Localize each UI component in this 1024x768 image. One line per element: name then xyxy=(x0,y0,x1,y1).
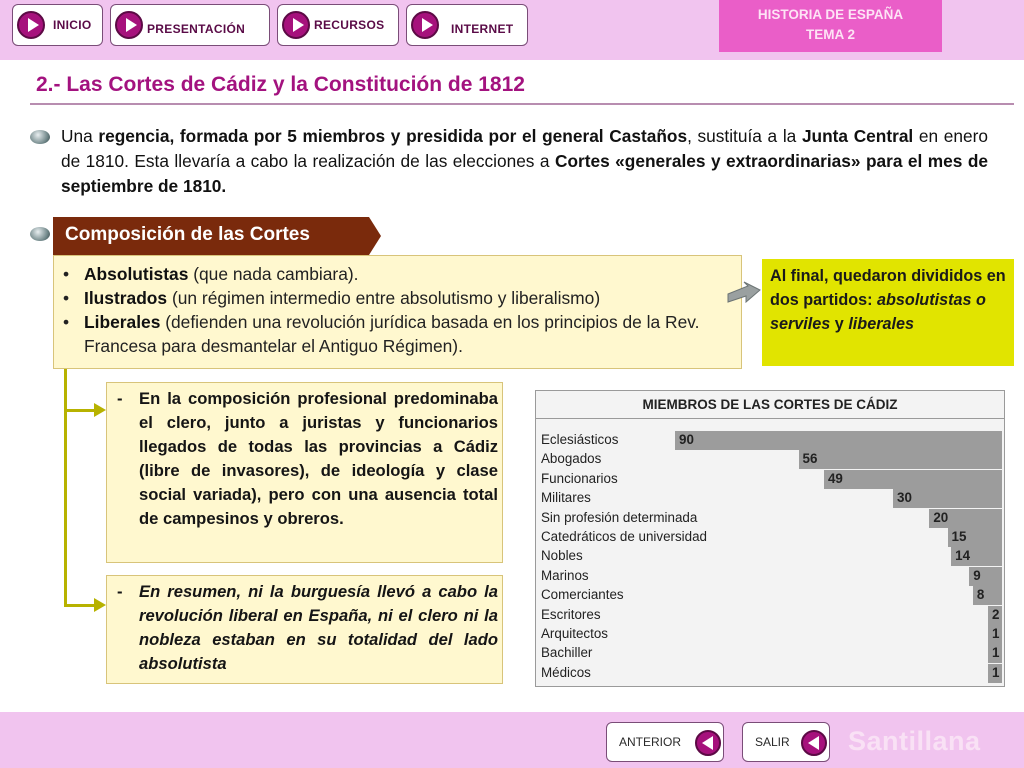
chart-category-label: Catedráticos de universidad xyxy=(541,529,707,544)
professional-composition-text: En la composición profesional predominaba el clero, junto a juristas y funcionarios llegados de todas las provincias a Cádiz (libre de invasores), de ideología y clase social variada), pero con una ausencia total de campesinos y obreros. xyxy=(139,389,498,528)
composition-list-box xyxy=(53,255,742,369)
faction-name: Ilustrados xyxy=(84,288,168,308)
intro-text-3: en enero de 1810. Esta llevaría a cabo la realización de las elecciones a xyxy=(61,126,988,171)
chart-category-label: Eclesiásticos xyxy=(541,432,619,447)
faction-name: Liberales xyxy=(84,312,161,332)
chart-row xyxy=(536,606,1004,625)
chart-row xyxy=(536,664,1004,683)
nav-presentacion-button[interactable] xyxy=(110,4,270,46)
final-note-text-2: y xyxy=(830,315,849,333)
chart-value-label: 30 xyxy=(897,490,912,506)
faction-description: (defienden una revolución jurídica basada en los principios de la Rev. Francesa para desmantelar el Antiguo Régimen). xyxy=(84,312,700,356)
arrow-right-icon xyxy=(94,598,106,612)
back-arrow-icon xyxy=(695,730,721,756)
nav-presentacion-label: PRESENTACIÓN xyxy=(147,22,246,36)
intro-paragraph xyxy=(61,124,988,199)
summary-box xyxy=(106,575,503,684)
chart-category-label: Escritores xyxy=(541,606,601,622)
chart-row xyxy=(536,509,1004,528)
exit-label: SALIR xyxy=(755,735,790,749)
members-chart xyxy=(535,390,1005,687)
intro-text-2: , sustituía a la xyxy=(687,126,802,146)
chart-bar xyxy=(824,470,1002,489)
chart-row xyxy=(536,528,1004,547)
course-header xyxy=(719,0,942,52)
chart-category-label: Abogados xyxy=(541,451,602,467)
play-icon xyxy=(17,11,45,39)
chart-bar xyxy=(675,431,1002,450)
chart-row xyxy=(536,586,1004,605)
dash-marker: - xyxy=(117,582,123,601)
chart-category-label: Médicos xyxy=(541,664,591,680)
intro-bold-2: Junta Central xyxy=(801,126,914,146)
chart-value-label: 8 xyxy=(976,587,985,603)
final-note-italic-1: absolutistas o serviles xyxy=(770,291,986,333)
chart-category-label: Militares xyxy=(541,490,591,506)
nav-internet-button[interactable] xyxy=(406,4,528,46)
play-icon xyxy=(411,11,439,39)
faction-description: (un régimen intermedio entre absolutismo y liberalismo) xyxy=(167,288,601,308)
composition-list xyxy=(54,256,741,358)
chart-row xyxy=(536,567,1004,586)
intro-bold-3: Cortes «generales y extraordinarias» para el mes de septiembre de 1810. xyxy=(61,151,988,196)
connector-line xyxy=(64,369,67,607)
play-icon xyxy=(282,11,310,39)
chart-bar xyxy=(799,450,1002,469)
chart-category-label: Marinos xyxy=(541,567,589,583)
chart-value-label: 1 xyxy=(992,645,1000,661)
chart-value-label: 20 xyxy=(933,509,949,525)
chart-category-label: Comerciantes xyxy=(541,587,624,603)
arrow-right-icon xyxy=(94,403,106,417)
previous-label: ANTERIOR xyxy=(619,735,682,749)
connector-line xyxy=(64,409,96,412)
chart-value-label: 49 xyxy=(827,470,843,486)
chart-category-label: Bachiller xyxy=(541,645,593,661)
list-item xyxy=(61,310,741,358)
final-note-italic-2: liberales xyxy=(848,315,915,333)
dash-marker: - xyxy=(117,389,123,408)
chart-value-label: 90 xyxy=(679,432,694,447)
chart-category-label: Sin profesión determinada xyxy=(541,509,698,525)
title-divider xyxy=(30,103,1014,105)
chart-title: MIEMBROS DE LAS CORTES DE CÁDIZ xyxy=(536,391,1004,419)
nav-recursos-label: RECURSOS xyxy=(314,18,385,32)
chart-row xyxy=(536,450,1004,469)
chart-value-label: 1 xyxy=(992,664,1000,680)
nav-internet-label: INTERNET xyxy=(451,22,514,36)
summary-text: En resumen, ni la burguesía llevó a cabo la revolución liberal en España, ni el clero ni la nobleza estaban en su totalidad del lado absolutista xyxy=(139,582,498,673)
nav-inicio-button[interactable] xyxy=(12,4,103,46)
chart-value-label: 15 xyxy=(951,529,967,544)
connector-arrow-icon xyxy=(724,280,764,306)
chart-category-label: Arquitectos xyxy=(541,626,608,641)
chart-row xyxy=(536,625,1004,644)
list-item xyxy=(61,286,741,310)
bullet-icon xyxy=(30,130,50,144)
faction-name: Absolutistas xyxy=(84,264,189,284)
previous-button[interactable] xyxy=(606,722,724,762)
chart-row xyxy=(536,547,1004,566)
list-item xyxy=(61,262,741,286)
chart-row xyxy=(536,470,1004,489)
final-note-box xyxy=(762,259,1014,366)
chart-value-label: 2 xyxy=(992,606,1000,622)
chart-row xyxy=(536,431,1004,450)
course-name: HISTORIA DE ESPAÑA xyxy=(757,7,904,22)
chart-value-label: 14 xyxy=(955,548,971,564)
page-title: 2.- Las Cortes de Cádiz y la Constitución de 1812 xyxy=(36,73,525,96)
chart-value-label: 1 xyxy=(992,626,1000,641)
professional-composition-box xyxy=(106,382,503,563)
chart-value-label: 9 xyxy=(973,567,981,583)
nav-recursos-button[interactable] xyxy=(277,4,399,46)
course-topic: TEMA 2 xyxy=(805,27,855,42)
exit-button[interactable] xyxy=(742,722,830,762)
chart-row xyxy=(536,489,1004,508)
intro-bold-1: regencia, formada por 5 miembros y presidida por el general Castaños xyxy=(98,126,688,146)
bullet-icon xyxy=(30,227,50,241)
chart-category-label: Nobles xyxy=(541,548,583,564)
chart-value-label: 56 xyxy=(802,451,818,467)
chart-row xyxy=(536,644,1004,663)
connector-line xyxy=(64,604,96,607)
intro-text-1: Una xyxy=(61,126,99,146)
back-arrow-icon xyxy=(801,730,827,756)
play-icon xyxy=(115,11,143,39)
faction-description: (que nada cambiara). xyxy=(188,264,359,284)
brand-logo: Santillana xyxy=(848,726,981,756)
composition-heading: Composición de las Cortes xyxy=(53,217,369,255)
nav-inicio-label: INICIO xyxy=(53,18,92,32)
chart-category-label: Funcionarios xyxy=(541,470,618,486)
final-note-text-1: Al final, quedaron divididos en dos partidos: xyxy=(770,267,1006,309)
